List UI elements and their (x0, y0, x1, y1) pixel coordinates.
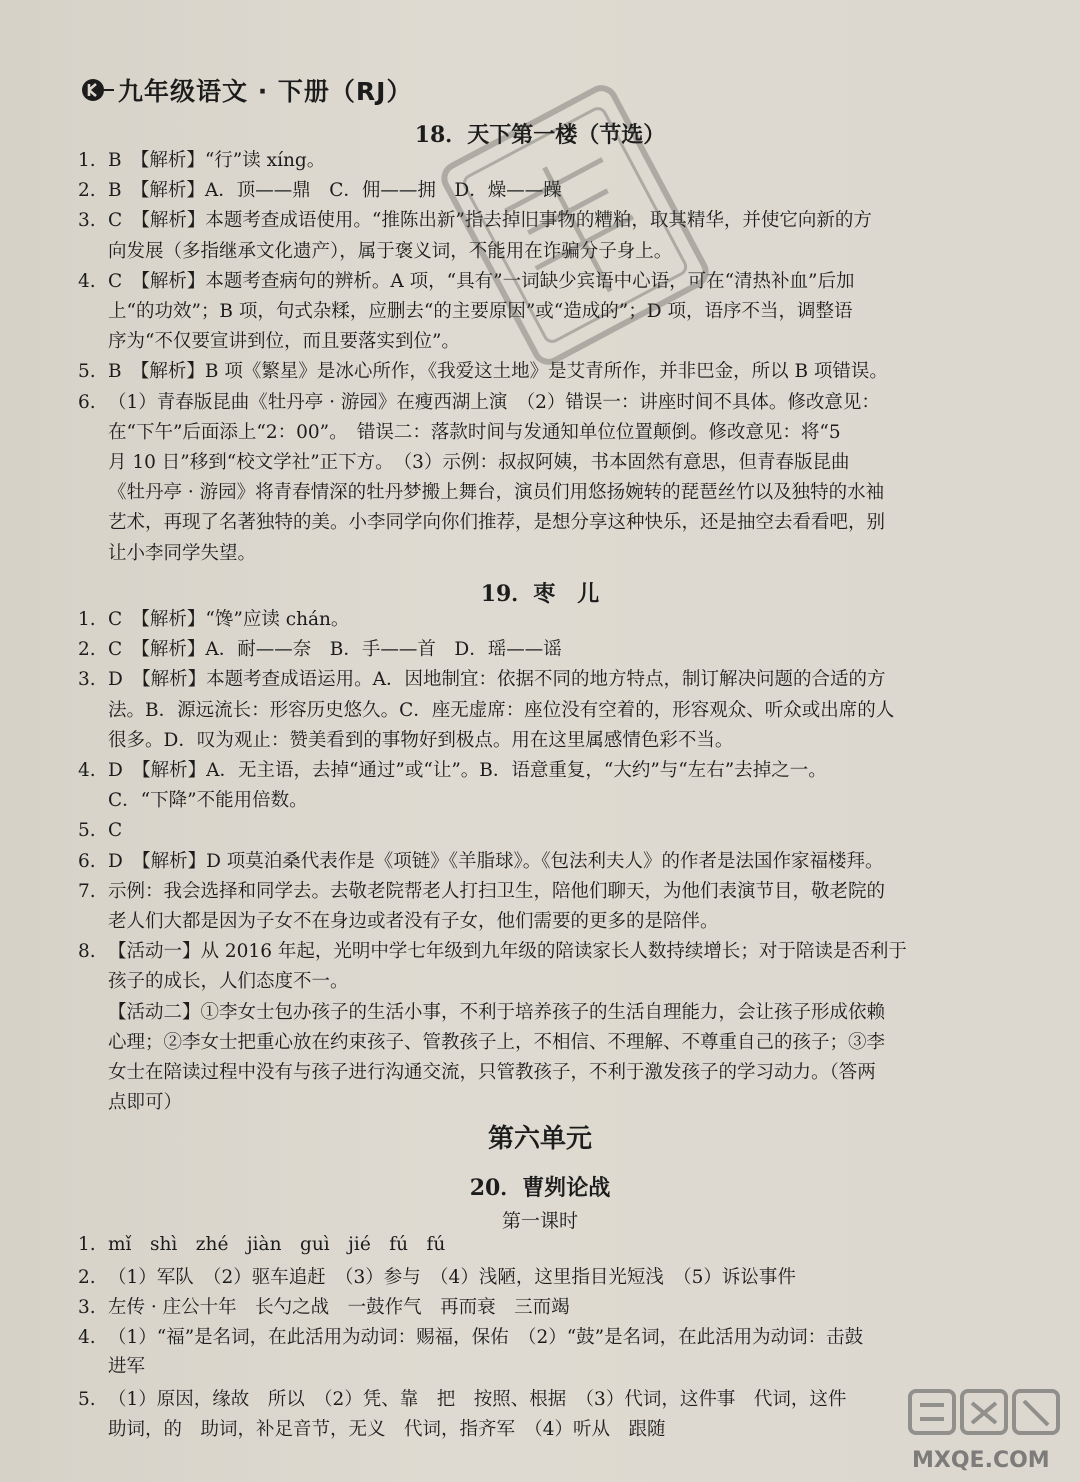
answer-number: 6. (78, 850, 96, 872)
answer-text: C 【解析】本题考查成语使用。“推陈出新”指去掉旧事物的糟粕，取其精华，并使它向新的方 (108, 210, 872, 232)
answer-text: 示例：我会选择和同学去。去敬老院帮老人打扫卫生，陪他们聊天，为他们表演节目，敬老院的 (108, 880, 886, 902)
answer-text: B 【解析】A．顶——鼎 C．佣——拥 D．燥——躁 (108, 180, 562, 202)
answer-number: 1. (78, 150, 96, 171)
answer-text: 老人们大都是因为子女不在身边或者没有子女，他们需要的更多的是陪伴。 (108, 911, 719, 932)
answer-text: C (108, 820, 123, 842)
answer-text: 【活动二】①李女士包办孩子的生活小事，不利于培养孩子的生活自理能力，会让孩子形成依赖 (108, 1001, 886, 1023)
answer-text: C 【解析】A．耐——奈 B．手——首 D．瑶——谣 (108, 639, 562, 661)
answer-text: 让小李同学失望。 (108, 542, 257, 564)
answer-text: （1）原因，缘故 所以 （2）凭、靠 把 按照、根据 （3）代词，这件事 代词，这件 (108, 1389, 847, 1410)
answer-number: 2. (78, 180, 96, 202)
section-title: 19．枣 儿 (480, 581, 600, 607)
answer-text: 点即可） (108, 1092, 183, 1114)
answer-text: 向发展（多指继承文化遗产），属于褒义词，不能用在诈骗分子身上。 (108, 240, 673, 262)
answer-text: 序为“不仅要宣讲到位，而且要落实到位”。 (108, 331, 460, 353)
answer-number: 1. (78, 609, 96, 630)
period-title: 第一课时 (501, 1210, 578, 1232)
book-logo-icon (80, 75, 114, 105)
answer-number: 3. (78, 210, 96, 232)
answer-number: 4. (78, 760, 96, 781)
answer-number: 5. (78, 361, 96, 383)
answer-text: 很多。D．叹为观止：赞美看到的事物好到极点。用在这里属感情色彩不当。 (108, 729, 734, 751)
answer-text: （1）“福”是名词，在此活用为动词：赐福，保佑 （2）“鼓”是名词，在此活用为动词：击鼓 (108, 1327, 864, 1348)
watermark-logo (900, 1385, 1075, 1480)
answer-text: D 【解析】D 项莫泊桑代表作是《项链》《羊脂球》。《包法利夫人》的作者是法国作家福楼拜。 (108, 850, 884, 872)
answer-text: D 【解析】本题考查成语运用。A．因地制宜：依据不同的地方特点，制订解决问题的合适的方 (108, 669, 886, 691)
answer-text: mǐ shì zhé jiàn guì jié fú fú (108, 1234, 446, 1255)
answer-number: 8. (78, 941, 96, 963)
answer-text: 助词，的 助词，补足音节，无义 代词，指齐军 （4）听从 跟随 (108, 1419, 666, 1440)
answer-text: 孩子的成长，人们态度不一。 (108, 971, 349, 993)
answer-text: 【活动一】从 2016 年起，光明中学七年级到九年级的陪读家长人数持续增长；对于陪读是否利于 (108, 941, 907, 963)
answer-text: B 【解析】“行”读 xíng。 (108, 150, 326, 171)
answer-number: 3. (78, 1297, 96, 1318)
header-title: 九年级语文 · 下册（RJ） (118, 77, 413, 106)
answer-number: 6. (78, 391, 96, 413)
answer-text: 进军 (108, 1356, 146, 1377)
answer-number: 2. (78, 639, 96, 661)
answer-text: C 【解析】本题考查病句的辨析。A 项，“具有”一词缺少宾语中心语，可在“清热补血”后加 (108, 270, 855, 292)
answer-text: 女士在陪读过程中没有与孩子进行沟通交流，只管教孩子，不利于激发孩子的学习动力。（答两 (108, 1062, 876, 1083)
answer-number: 1. (78, 1234, 96, 1255)
answer-number: 4. (78, 270, 96, 292)
answer-number: 3. (78, 669, 96, 691)
section-title: 18．天下第一楼（节选） (414, 122, 666, 148)
answer-text: （1）青春版昆曲《牡丹亭 · 游园》在瘦西湖上演 （2）错误一：讲座时间不具体。修改意见： (108, 391, 880, 413)
answer-text: 左传 · 庄公十年 长勺之战 一鼓作气 再而衰 三而竭 (108, 1297, 570, 1318)
answer-text: 法。B．源远流长：形容历史悠久。C．座无虚席：座位没有空着的，形容观众、听众或出席的人 (108, 699, 895, 721)
answer-text: （1）军队 （2）驱车追赶 （3）参与 （4）浅陋，这里指目光短浅 （5）诉讼事件 (108, 1267, 796, 1288)
answer-text: 《牡丹亭 · 游园》将青春情深的牡丹梦搬上舞台，演员们用悠扬婉转的琵琶丝竹以及独特的水袖 (108, 482, 885, 504)
answer-number: 5. (78, 820, 96, 842)
answer-text: 心理；②李女士把重心放在约束孩子、管教孩子上，不相信、不理解、不尊重自己的孩子；③李 (108, 1031, 886, 1053)
lesson-title: 20．曹刿论战 (469, 1175, 611, 1201)
page-header (80, 72, 412, 108)
answer-number: 7. (78, 880, 96, 902)
answer-text: 艺术，再现了名著独特的美。小李同学向你们推荐，是想分享这种快乐，还是抽空去看看吧，别 (108, 512, 886, 534)
unit-title: 第六单元 (487, 1124, 592, 1154)
answer-text: 上“的功效”；B 项，句式杂糅，应删去“的主要原因”或“造成的”；D 项，语序不当，调整语 (108, 301, 853, 322)
answer-number: 2. (78, 1267, 96, 1288)
watermark-text: MXQE.COM (912, 1448, 1050, 1473)
answer-text: C 【解析】“馋”应读 chán。 (108, 609, 350, 630)
answer-text: B 【解析】B 项《繁星》是冰心所作，《我爱这土地》是艾青所作，并非巴金，所以 B 项错误。 (108, 361, 888, 383)
answer-text: 月 10 日”移到“校文学社”正下方。 （3）示例：叔叔阿姨，书本固然有意思，但青春版昆曲 (108, 452, 850, 473)
answer-text: D 【解析】A．无主语，去掉“通过”或“让”。B．语意重复，“大约”与“左右”去掉之一。 (108, 760, 827, 781)
answer-text: C．“下降”不能用倍数。 (108, 790, 308, 812)
answer-number: 5. (78, 1389, 96, 1410)
answer-text: 在“下午”后面添上“2：00”。 错误二：落款时间与发通知单位位置颠倒。修改意见：将“5 (108, 421, 841, 443)
answer-number: 4. (78, 1327, 96, 1348)
